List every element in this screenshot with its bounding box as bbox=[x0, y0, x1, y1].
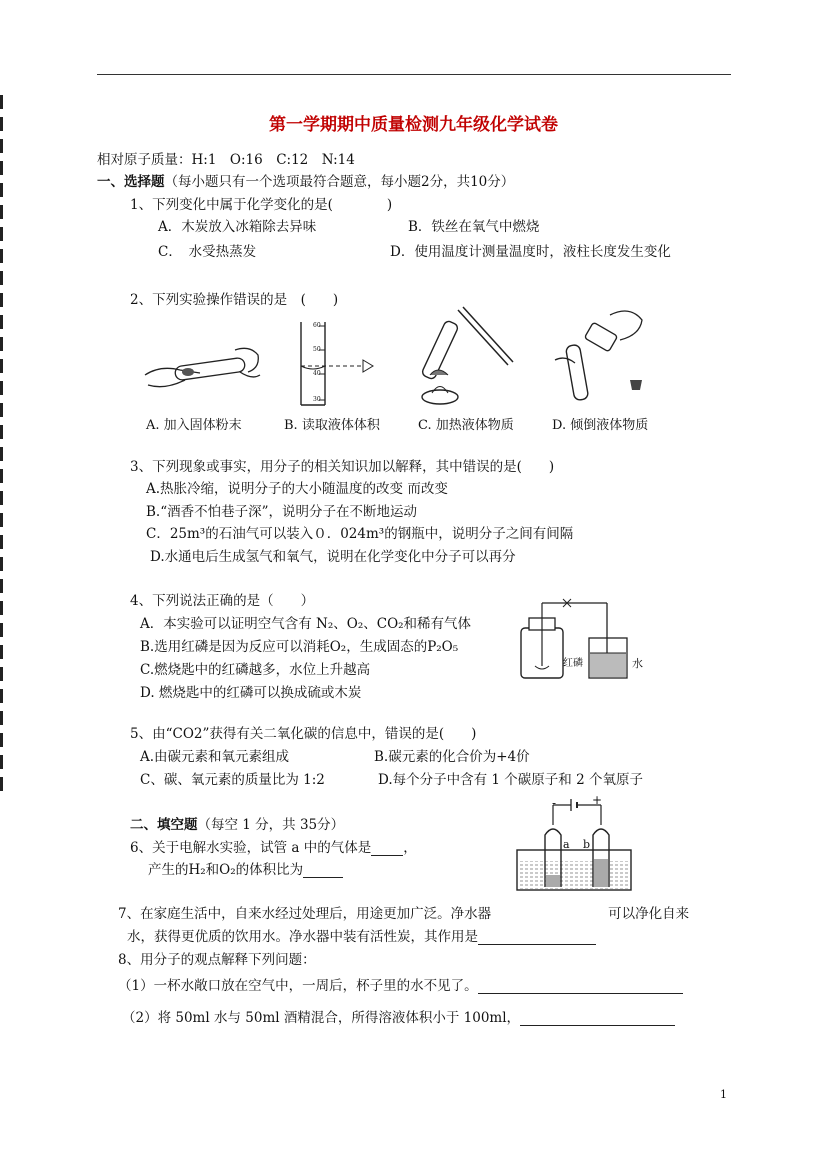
fig-label-water: 水 bbox=[632, 657, 643, 670]
q1-option-b: B．铁丝在氧气中燃烧 bbox=[408, 219, 540, 235]
figure-pour-liquid bbox=[550, 305, 650, 410]
q7-text1-end: 可以净化自来 bbox=[608, 906, 690, 922]
q7-text2: 水，获得更优质的饮用水。净水器中装有活性炭，其作用是 bbox=[127, 929, 478, 945]
section2-header bbox=[130, 813, 344, 833]
q8-blank-part1[interactable] bbox=[478, 979, 683, 994]
cylinder-tick-60: 60 bbox=[313, 322, 321, 329]
q3-option-b: B.“酒香不怕巷子深”，说明分子在不断地运动 bbox=[146, 504, 418, 520]
binding-margin-dashes bbox=[0, 95, 3, 795]
q6-question-a: 6、关于电解水实验，试管 a 中的气体是 bbox=[130, 840, 372, 856]
q3-option-d: D.水通电后生成氢气和氧气，说明在化学变化中分子可以再分 bbox=[150, 549, 516, 565]
q6-line2 bbox=[148, 858, 343, 878]
figure-water-electrolysis bbox=[515, 795, 635, 895]
q3-option-c: C．25m³的石油气可以装入０．024m³的钢瓶中，说明分子之间有间隔 bbox=[146, 526, 574, 542]
cylinder-tick-50: 50 bbox=[313, 346, 321, 353]
q6-question-ratio: 产生的H₂和O₂的体积比为 bbox=[148, 862, 304, 878]
section1-heading: 一、选择题 bbox=[97, 174, 165, 190]
page-number: 1 bbox=[720, 1088, 727, 1101]
electrolysis-label-a: a bbox=[563, 838, 570, 851]
header-rule bbox=[97, 74, 731, 75]
q8-part2-text: （2）将 50ml 水与 50ml 酒精混合，所得溶液体积小于 100ml， bbox=[122, 1010, 521, 1026]
section2-heading: 二、填空题 bbox=[130, 817, 198, 833]
figure-heat-liquid bbox=[418, 305, 518, 410]
cylinder-tick-40: 40 bbox=[313, 370, 321, 377]
q4-stem: 4、下列说法正确的是（ ） bbox=[130, 593, 315, 609]
q8-blank-part2[interactable] bbox=[520, 1011, 675, 1026]
q5-stem: 5、由“CO2”获得有关二氧化碳的信息中，错误的是( ) bbox=[130, 726, 477, 742]
q2-stem: 2、下列实验操作错误的是 ( ) bbox=[130, 292, 339, 308]
q6-line1 bbox=[130, 836, 417, 856]
q7-text1: 7、在家庭生活中，自来水经过处理后，用途更加广泛。净水器 bbox=[118, 906, 492, 922]
electrolysis-label-b: b bbox=[583, 838, 591, 851]
q2-caption-a: A. 加入固体粉末 bbox=[146, 418, 242, 433]
q3-stem: 3、下列现象或事实，用分子的相关知识加以解释，其中错误的是( ) bbox=[130, 459, 555, 475]
cylinder-tick-30: 30 bbox=[313, 396, 321, 403]
q5-option-a: A.由碳元素和氧元素组成 bbox=[140, 749, 290, 765]
q6-blank-gas[interactable] bbox=[371, 841, 403, 856]
figure-read-liquid-volume bbox=[293, 320, 383, 410]
q5-option-d: D.每个分子中含有 1 个碳原子和 2 个氧原子 bbox=[378, 772, 643, 788]
q8-part1 bbox=[118, 974, 683, 994]
section1-note: （每小题只有一个选项最符合题意，每小题2分，共10分） bbox=[164, 174, 515, 190]
fig-label-red-phosphorus: 红磷 bbox=[563, 658, 583, 669]
electrolysis-negative-sign: - bbox=[552, 796, 557, 810]
q7-gap bbox=[491, 908, 608, 922]
section1-header bbox=[97, 170, 514, 190]
q8-stem: 8、用分子的观点解释下列问题： bbox=[118, 952, 316, 968]
q1-option-c: C． 水受热蒸发 bbox=[158, 244, 257, 260]
figure-add-solid-powder bbox=[140, 340, 265, 400]
q5-option-c: C、碳、氧元素的质量比为 1:2 bbox=[140, 772, 325, 788]
section2-note: （每空 1 分，共 35分） bbox=[197, 817, 345, 833]
q4-option-d: D. 燃烧匙中的红磷可以换成硫或木炭 bbox=[140, 685, 362, 701]
q3-option-a: A.热胀冷缩，说明分子的大小随温度的改变 而改变 bbox=[146, 481, 448, 497]
q6-blank-ratio[interactable] bbox=[303, 863, 343, 878]
q1-option-a: A．木炭放入冰箱除去异味 bbox=[158, 219, 317, 235]
q6-line1-end: ， bbox=[403, 840, 417, 856]
q7-line2 bbox=[127, 925, 596, 945]
q8-part2 bbox=[122, 1006, 675, 1026]
q2-caption-d: D. 倾倒液体物质 bbox=[552, 418, 649, 433]
q7-line1 bbox=[118, 902, 689, 922]
q4-option-c: C.燃烧匙中的红磷越多，水位上升越高 bbox=[140, 662, 371, 678]
q4-option-a: A．本实验可以证明空气含有 N₂、O₂、CO₂和稀有气体 bbox=[140, 616, 472, 632]
exam-title: 第一学期期中质量检测九年级化学试卷 bbox=[269, 115, 558, 135]
q1-stem: 1、下列变化中属于化学变化的是( ) bbox=[130, 197, 393, 213]
q1-option-d: D．使用温度计测量温度时，液柱长度发生变化 bbox=[390, 244, 671, 260]
q4-option-b: B.选用红磷是因为反应可以消耗O₂，生成固态的P₂O₅ bbox=[140, 639, 459, 655]
q8-part1-text: （1）一杯水敞口放在空气中，一周后，杯子里的水不见了。 bbox=[118, 978, 478, 994]
atomic-mass-line: 相对原子质量：H:1 O:16 C:12 N:14 bbox=[97, 152, 355, 168]
electrolysis-positive-sign: + bbox=[592, 793, 603, 807]
q5-option-b: B.碳元素的化合价为+4价 bbox=[374, 749, 530, 765]
q2-caption-b: B. 读取液体体积 bbox=[284, 418, 380, 433]
q7-blank-carbon-role[interactable] bbox=[478, 930, 596, 945]
q2-caption-c: C. 加热液体物质 bbox=[418, 418, 514, 433]
